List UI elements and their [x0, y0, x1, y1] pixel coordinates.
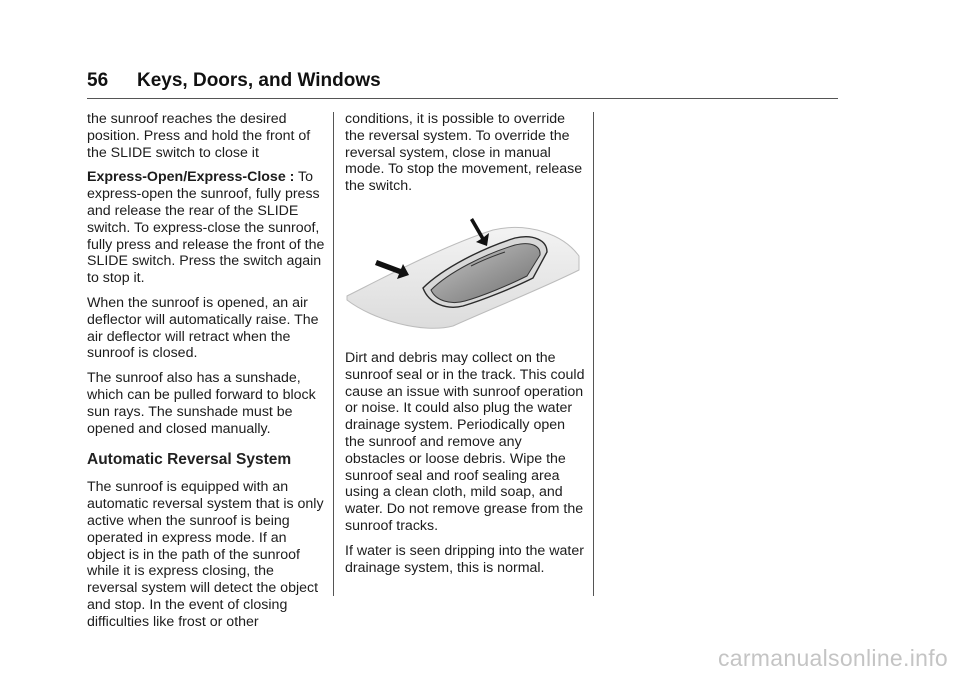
paragraph-dirt-debris: Dirt and debris may collect on the sunroof seal or in the track. This could cause an issue with sunroof operation or noise. It could also plug the water drainage system. Periodically open the sunroof and remove any obstacles or loose debris. Wipe the sunroof seal and roof sealing area using a clean cloth, mild soap, and water. Do not remove grease from the sunroof tracks.: [345, 350, 585, 534]
watermark: carmanualsonline.info: [717, 645, 948, 671]
page-title: Keys, Doors, and Windows: [137, 70, 381, 91]
paragraph-sunshade: The sunroof also has a sunshade, which can be pulled forward to block sun rays. The sunshade must be opened and closed manually.: [87, 370, 316, 437]
column-2-top: [345, 111, 585, 203]
column-divider-right: [593, 112, 594, 596]
paragraph-air-deflector: When the sunroof is opened, an air deflector will automatically raise. The air deflector will retract when the sunroof is closed.: [87, 294, 319, 362]
column-1: [87, 111, 325, 639]
page-header: [87, 70, 838, 92]
header-rule: [87, 98, 838, 99]
paragraph-express: [87, 169, 325, 287]
section-heading-reversal: Automatic Reversal System: [87, 451, 292, 469]
paragraph-override: conditions, it is possible to override the reversal system. To override the reversal system, close in manual mode. To stop the movement, release the switch.: [345, 111, 583, 195]
term-express-open-close: Express-Open/Express-Close :: [87, 169, 295, 186]
column-2-bottom: [345, 350, 585, 584]
paragraph-reversal-system: The sunroof is equipped with an automatic reversal system that is only active when the sunroof is being operated in express mode. If an object is in the path of the sunroof while it is express closing, the reversal system will detect the object and stop. In the event of closing difficulties like frost or other: [87, 479, 324, 630]
express-description: To express-open the sunroof, fully press and release the rear of the SLIDE switch. To express-close the sunroof, fully press and release the front of the SLIDE switch. Press the switch again to stop it.: [87, 169, 325, 287]
paragraph-sunroof-close: the sunroof reaches the desired position. Press and hold the front of the SLIDE switch to close it: [87, 111, 311, 161]
paragraph-water-drainage: If water is seen dripping into the water drainage system, this is normal.: [345, 542, 584, 576]
sunroof-illustration: [343, 208, 583, 334]
page-number: 56: [87, 70, 109, 91]
column-divider-left: [333, 112, 334, 596]
